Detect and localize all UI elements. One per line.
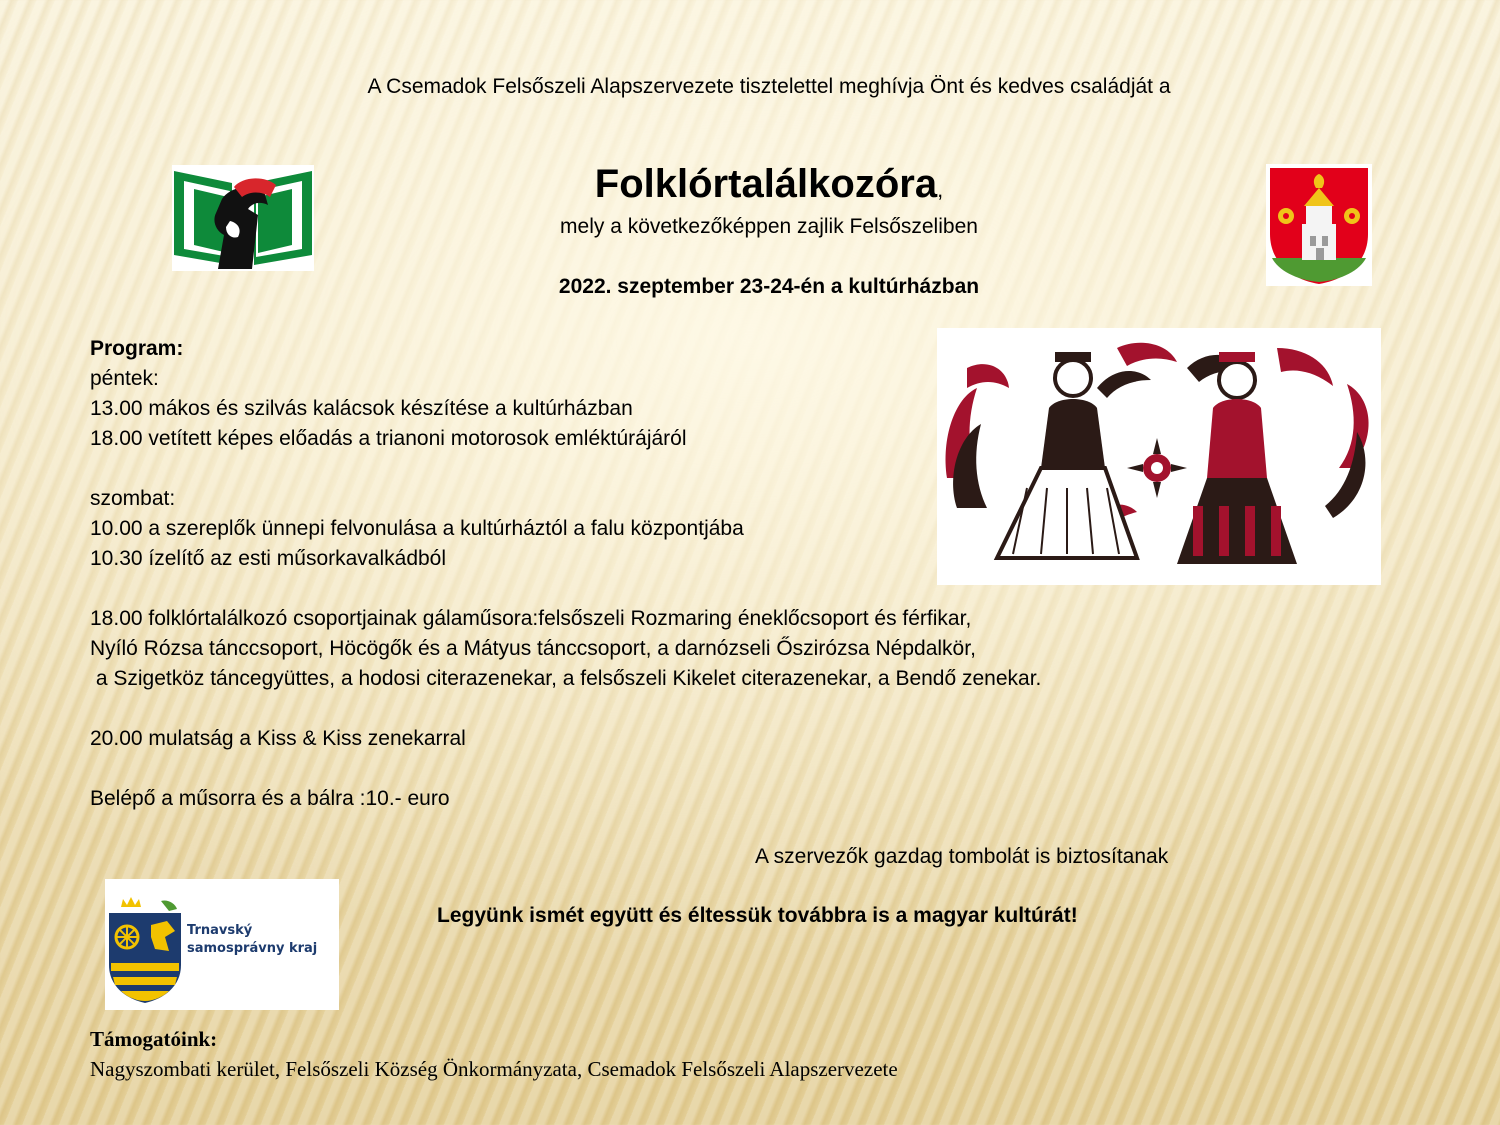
friday-label: péntek:: [90, 367, 159, 390]
ticket-price: Belépő a műsorra és a bálra :10.- euro: [90, 787, 450, 810]
program-section: [90, 334, 1041, 814]
event-date: 2022. szeptember 23-24-én a kultúrházban: [558, 275, 980, 298]
region-name-line2: samosprávny kraj: [187, 941, 318, 956]
saturday-item: 10.00 a szereplők ünnepi felvonulása a kultúrháztól a falu központjába: [90, 517, 744, 540]
closing-message: Legyünk ismét együtt és éltessük továbbra is a magyar kultúrát!: [437, 904, 1078, 927]
event-subtitle: mely a következőképpen zajlik Felsőszeliben: [560, 215, 978, 238]
gala-line: Nyíló Rózsa tánccsoport, Höcögők és a Mátyus tánccsoport, a darnózseli Őszirózsa Népdalkör,: [90, 637, 976, 660]
region-name-line1: Trnavský: [187, 923, 253, 938]
invitation-intro: A Csemadok Felsőszeli Alapszervezete tisztelettel meghívja Önt és kedves családját a: [367, 75, 1171, 98]
village-crest: [1266, 164, 1372, 286]
gala-line: 18.00 folklórtalálkozó csoportjainak gálaműsora:felsőszeli Rozmaring éneklőcsoport és férfikar,: [90, 607, 972, 630]
gala-line: a Szigetköz táncegyüttes, a hodosi citerazenekar, a felsőszeli Kikelet citerazenekar, a Bendő zenekar.: [90, 667, 1042, 690]
saturday-item: 10.30 ízelítő az esti műsorkavalkádból: [90, 547, 447, 570]
party-item: 20.00 mulatság a Kiss & Kiss zenekarral: [90, 727, 466, 750]
program-heading: Program:: [90, 337, 184, 360]
trnava-region-logo: [105, 879, 339, 1010]
event-title-text: Folklórtalálkozóra: [594, 162, 938, 206]
sponsors-label: Támogatóink:: [90, 1027, 218, 1051]
sponsors-section: [90, 1024, 898, 1084]
friday-item: 13.00 mákos és szilvás kalácsok készítése a kultúrházban: [90, 397, 633, 420]
csemadok-logo: [172, 165, 314, 271]
sponsors-list: Nagyszombati kerület, Felsőszeli Község Önkormányzata, Csemadok Felsőszeli Alapszervezete: [90, 1057, 898, 1081]
tombola-note: A szervezők gazdag tombolát is biztosítanak: [755, 845, 1169, 868]
event-title-comma: ,: [937, 177, 944, 202]
saturday-label: szombat:: [90, 487, 176, 510]
friday-item: 18.00 vetített képes előadás a trianoni motorosok emléktúrájáról: [90, 427, 687, 450]
